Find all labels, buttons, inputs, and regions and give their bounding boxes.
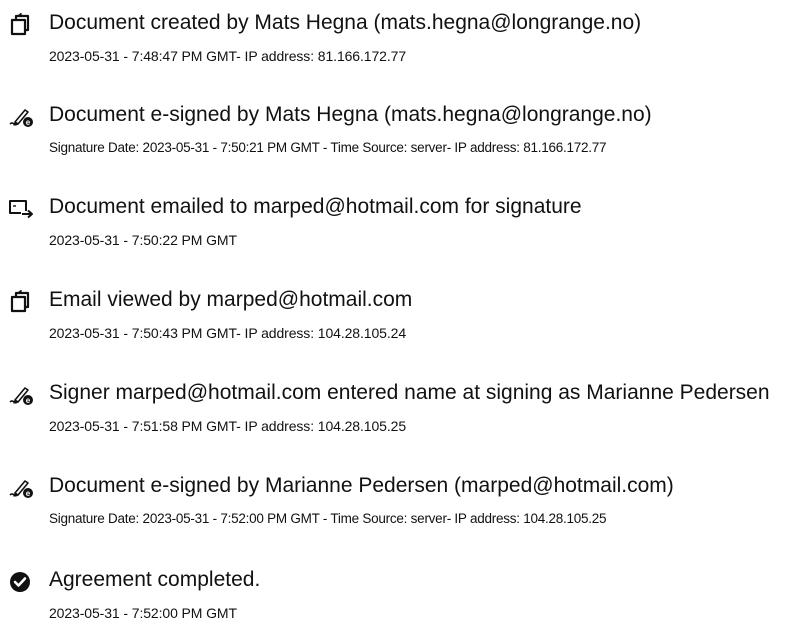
- event-title: Document e-signed by Marianne Pedersen (marped@hotmail.com): [49, 474, 674, 497]
- audit-event-e-signed: [0, 100, 795, 160]
- audit-event-document-created: [0, 8, 795, 68]
- event-title: Document created by Mats Hegna (mats.hegna@longrange.no): [49, 11, 642, 34]
- event-detail: 2023-05-31 - 7:48:47 PM GMT- IP address: 81.166.172.77: [49, 48, 407, 64]
- audit-event-name-entered: [0, 378, 795, 438]
- event-detail: Signature Date: 2023-05-31 - 7:50:21 PM GMT - Time Source: server- IP address: 81.166.172.77: [49, 140, 607, 155]
- audit-event-e-signed: [0, 471, 795, 531]
- email-sent-icon: [8, 197, 34, 221]
- event-detail: Signature Date: 2023-05-31 - 7:52:00 PM GMT - Time Source: server- IP address: 104.28.105.25: [49, 511, 607, 526]
- audit-event-email-viewed: [0, 285, 795, 345]
- event-detail: 2023-05-31 - 7:50:43 PM GMT- IP address: 104.28.105.24: [49, 325, 407, 341]
- document-icon: [8, 290, 34, 314]
- document-icon: [8, 13, 34, 37]
- event-title: Document emailed to marped@hotmail.com for signature: [49, 195, 582, 218]
- e-sign-pen-icon: [8, 105, 34, 129]
- e-sign-pen-icon: [8, 383, 34, 407]
- svg-text:e: e: [25, 118, 31, 127]
- svg-text:e: e: [25, 489, 31, 498]
- check-circle-icon: [8, 570, 34, 594]
- svg-text:e: e: [25, 396, 31, 405]
- event-detail: 2023-05-31 - 7:50:22 PM GMT: [49, 232, 237, 248]
- audit-event-agreement-completed: [0, 565, 795, 625]
- audit-event-emailed: [0, 192, 795, 252]
- event-title: Agreement completed.: [49, 568, 261, 591]
- event-title: Signer marped@hotmail.com entered name at signing as Marianne Pedersen: [49, 381, 770, 404]
- event-detail: 2023-05-31 - 7:51:58 PM GMT- IP address: 104.28.105.25: [49, 418, 407, 434]
- e-sign-pen-icon: [8, 476, 34, 500]
- event-detail: 2023-05-31 - 7:52:00 PM GMT: [49, 605, 237, 621]
- event-title: Email viewed by marped@hotmail.com: [49, 288, 413, 311]
- event-title: Document e-signed by Mats Hegna (mats.hegna@longrange.no): [49, 103, 652, 126]
